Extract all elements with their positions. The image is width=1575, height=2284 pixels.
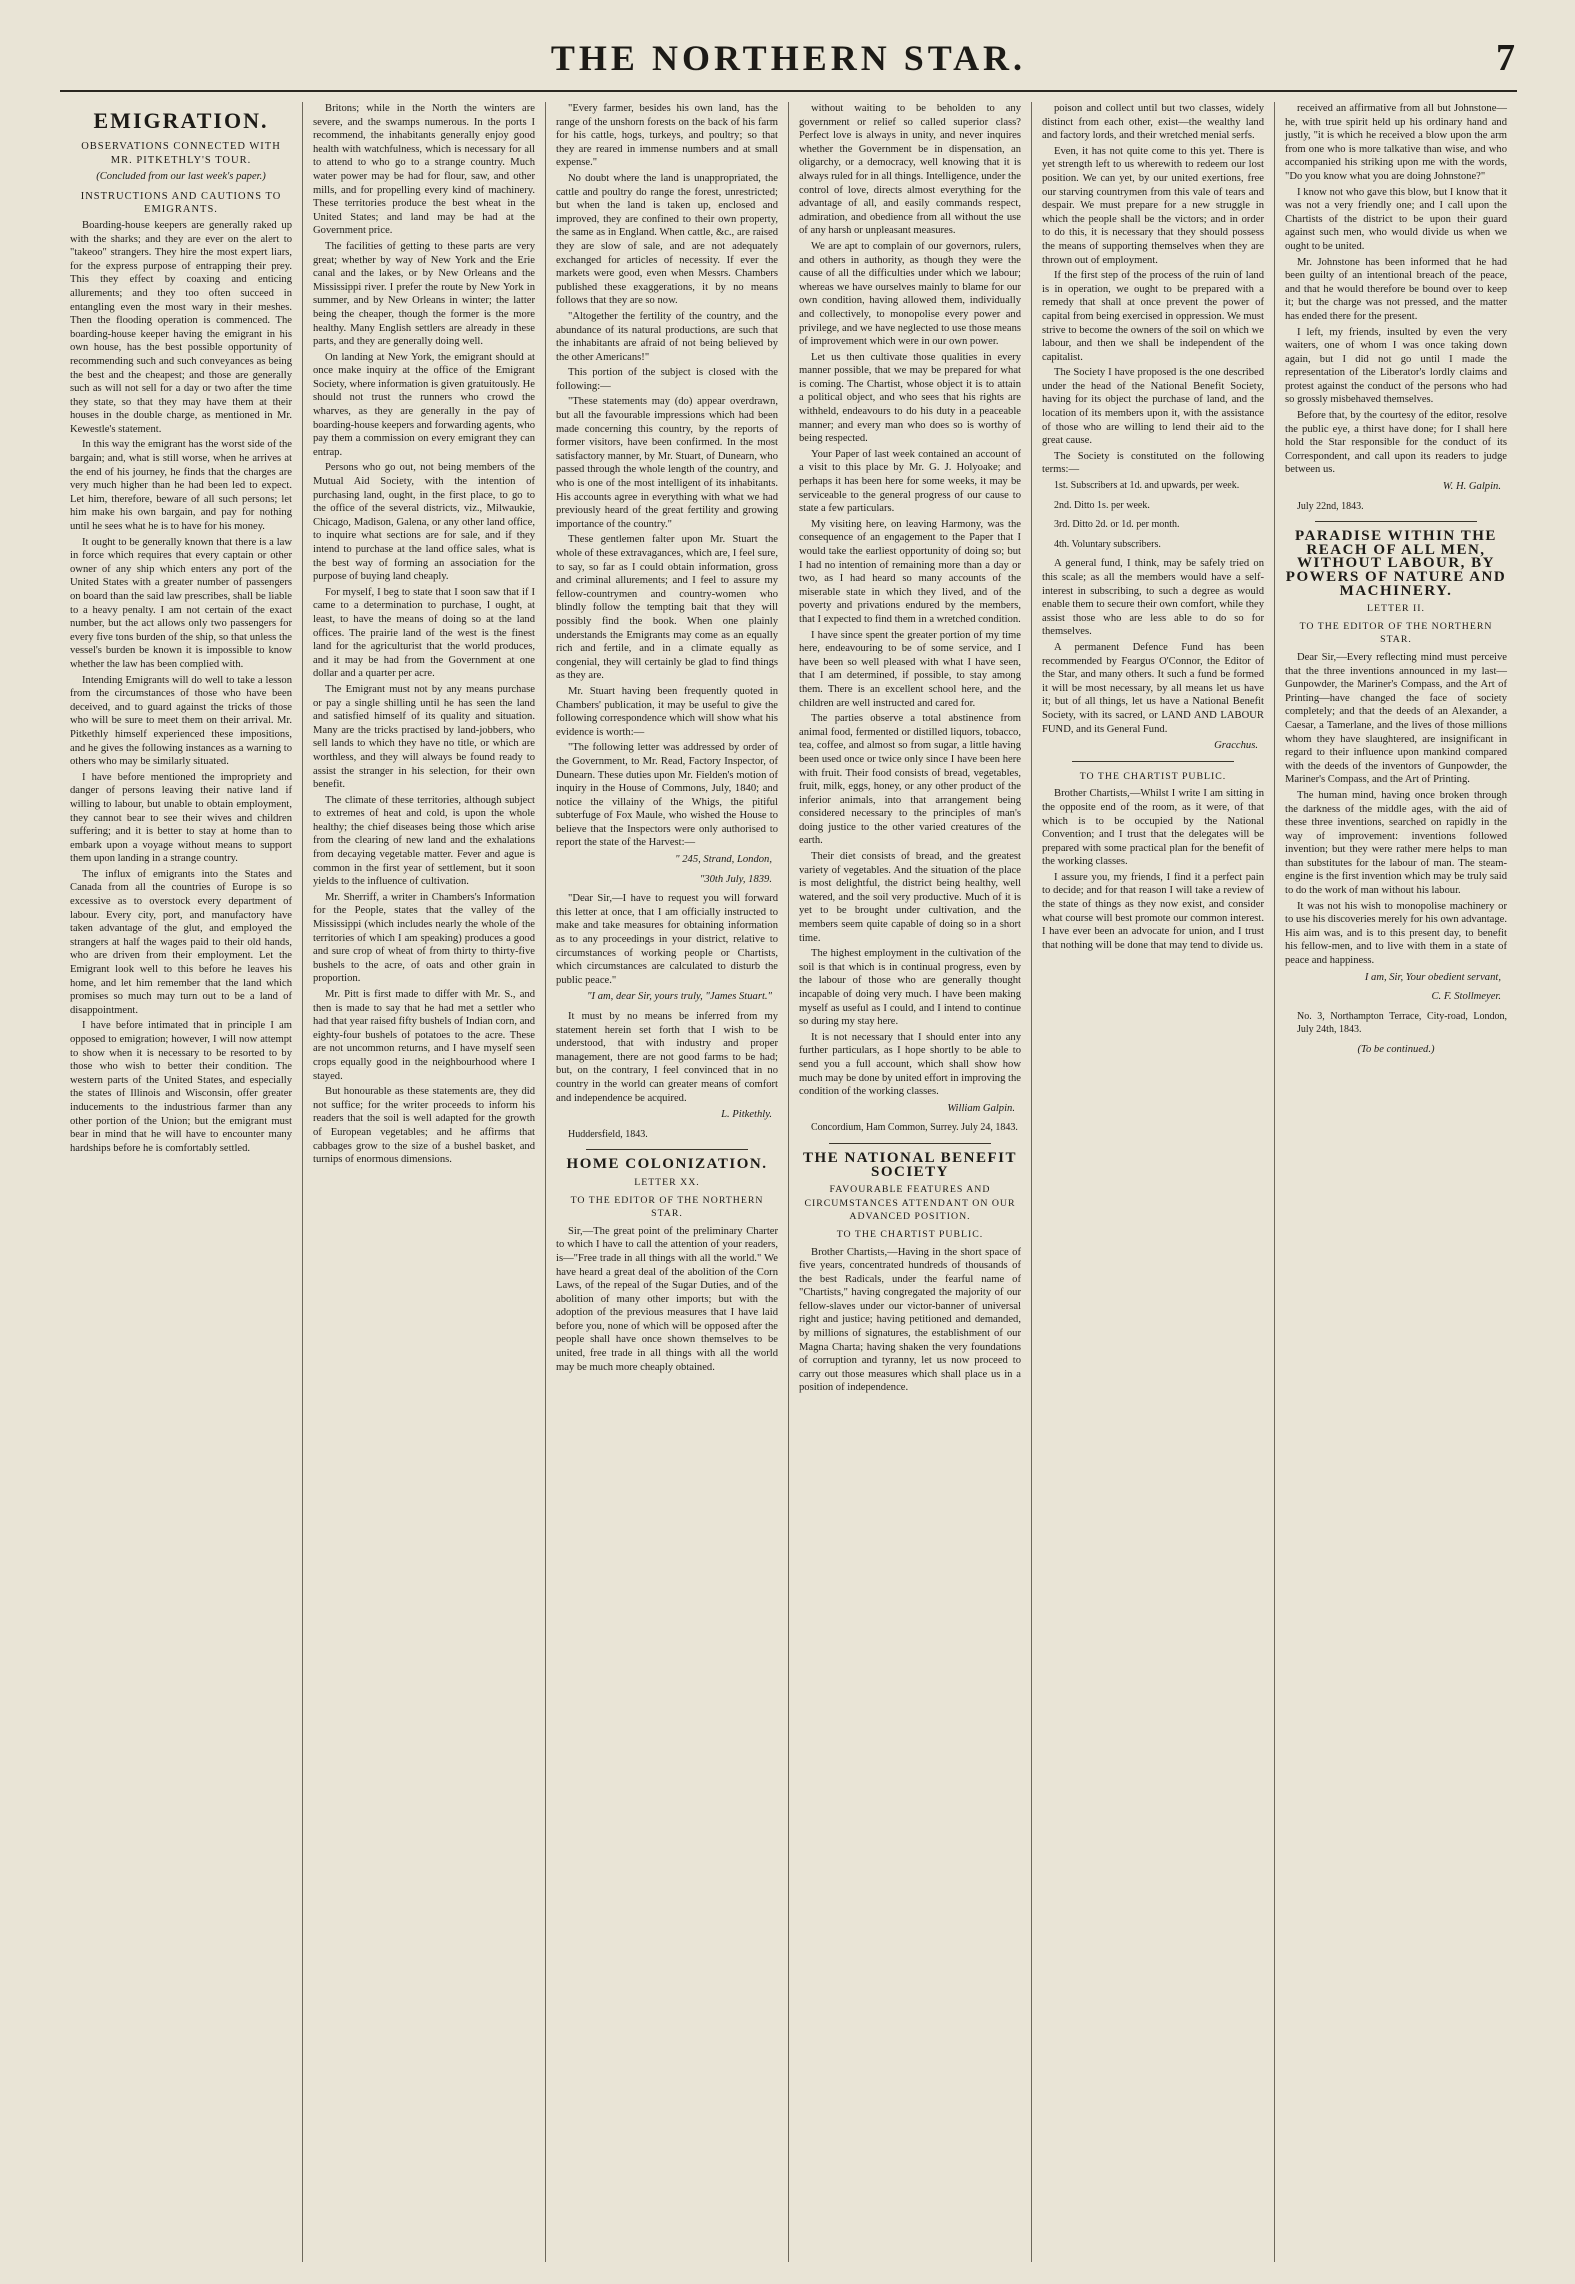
closing: I am, Sir, Your obedient servant,: [1364, 971, 1501, 983]
letter-signoff: "I am, dear Sir, yours truly, "James Stuart.": [587, 991, 772, 1003]
article-columns: [60, 102, 1517, 2262]
column-3: [546, 102, 789, 2262]
paragraph: I have since spent the greater portion of my time here, endeavouring to be of some service, and I have been so well pleased with what I have seen, that I am determined, if possible, to stay among them. There is an excellent school here, and the children are well instructed and cared for.: [799, 629, 1021, 709]
letter-date: July 22nd, 1843.: [1297, 500, 1364, 512]
addressee: TO THE EDITOR OF THE NORTHERN STAR.: [570, 1194, 764, 1220]
paragraph: Before that, by the courtesy of the editor, resolve the public eye, a thirst have done; for I shall here hold the Star responsible for the conduct of its Correspondent, and call upon its readers to judge between us.: [1285, 410, 1507, 476]
place-date: Huddersfield, 1843.: [568, 1128, 648, 1140]
paragraph: Mr. Sherriff, a writer in Chambers's Information for the People, states that the valley of the Mississippi (which includes nearly the whole of the territories of which I am speaking) produces a good and sure crop of wheat of from thirty to thirty-five bushels to the acre, of oats and other grain in proportion.: [313, 891, 535, 985]
paragraph: Britons; while in the North the winters are severe, and the swamps numerous. In the ports I recommend, the inhabitants generally enjoy good health with watchfulness, which is necessary for all to attend to who go to a strange country. Much water power may be had for flour, saw, and other mills, and for propelling every kind of machinery. These territories produce the best wheat in the United States; and land may be had at the Government price.: [313, 103, 535, 237]
paragraph: without waiting to be beholden to any government or relief so called superior class? Perfect love is always in unity, and never inquires whether the Government be in dispensation, an oligarchy, or a democracy, well knowing that it is always ruled for in all things. Intelligence, under the control of love, directs almost everything for the advantage of all, and easily commands respect, admiration, and obedience from all without the use of any harsh or unpleasant measures.: [799, 103, 1021, 237]
column-5: [1032, 102, 1275, 2262]
column-1: [60, 102, 303, 2262]
author-signature: W. H. Galpin.: [1442, 481, 1501, 493]
paragraph: A general fund, I think, may be safely tried on this scale; as all the members would have a self-interest in subscribing, to such a degree as would enable them to secure their own comfort, while they assist those who are less able to do so for themselves.: [1042, 558, 1264, 638]
paragraph: Their diet consists of bread, and the greatest variety of vegetables. And the situation of the place is most delightful, the district being healthy, well watered, and the soil very productive. Much of it is yet to be brought under cultivation, and the members seem quite capable of doing so in a short time.: [799, 851, 1021, 944]
paragraph: It is not necessary that I should enter into any further particulars, as I hope shortly to be able to send you a full account, which shall show how much may be done by united effort in improving the condition of the working classes.: [799, 1031, 1021, 1098]
paragraph: If the first step of the process of the ruin of land is in operation, we ought to be prepared with a remedy that shall at once prevent the power of capital from being exercised in oppression. We must strive to become the owners of the soil on which we labour, and then we shall be independent of the capitalist.: [1042, 270, 1264, 363]
paragraph: In this way the emigrant has the worst side of the bargain; and, what is still worse, when he arrives at the end of his journey, he finds that the charges are very much higher than he had been led to expect. Let him, therefore, beware of all such persons; let him make his own bargain, and pay for nothing until he sees what he is to have for his money.: [70, 439, 292, 533]
list-item: 4th. Voluntary subscribers.: [1054, 538, 1161, 550]
continued-note: (Concluded from our last week's paper.): [96, 171, 266, 183]
paragraph: The Society is constituted on the following terms:—: [1042, 450, 1264, 476]
paragraph: I have before intimated that in principle I am opposed to emigration; however, I will now attempt to show when it is necessary to be resorted to by those who wish to better their condition. The western parts of the United States, and especially the states of Illinois and Wisconsin, offer greater inducements to the industrious farmer than any other portion of the Union; but the emigrant must bear in mind that he will have to encounter many hardships before he is comfortably settled.: [70, 1020, 292, 1154]
paragraph: Mr. Stuart having been frequently quoted in Chambers' publication, it may be useful to give the following correspondence which will show what his evidence is worth:—: [556, 685, 778, 738]
paragraph: Sir,—The great point of the preliminary Charter to which I have to call the attention of your readers, is—"Free trade in all things with all the world." We have heard a great deal of the abolition of the Corn Laws, of the repeal of the Sugar Duties, and of the abolition of many other imports; but with the adoption of the previous measures that I have laid before you, none of which will be opposed after the people shall have once shown themselves to be united, free trade in all things with all the world may be much more cheaply obtained.: [556, 1225, 778, 1373]
paragraph: My visiting here, on leaving Harmony, was the consequence of an engagement to the Paper that I would take the earliest opportunity of doing so; but I had no intention of remaining more than a day or two, as I had heard so many accounts of the miserable state in which they lived, and of the poverty and privations endured by the members, that I expected to find them in a wretched condition.: [799, 518, 1021, 625]
divider: [1072, 761, 1234, 762]
addressee: TO THE CHARTIST PUBLIC.: [836, 1228, 984, 1240]
paragraph: Your Paper of last week contained an account of a visit to this place by Mr. G. J. Holyoake; and perhaps it has been here for some weeks, it may be serviceable to the general progress of our cause to state a few particulars.: [799, 448, 1021, 515]
paragraph: No doubt where the land is unappropriated, the cattle and poultry do range the forest, unrestricted; but when the land is taken up, enclosed and improved, they are confined to their own property, the same as in England. When cattle, &c., are raised they are slow of sale, and are not adequately exchanged for articles of necessity. If ever the markets were good, even when Messrs. Chambers published these exaggerations, it by no means follows that they are so now.: [556, 172, 778, 307]
author-signature: Gracchus.: [1214, 740, 1258, 752]
paragraph: The climate of these territories, although subject to extremes of heat and cold, is upon the whole healthy; the chief diseases being those which arise from the clearing of new land and the exhalations from decaying vegetable matter. Fever and ague is common in the first year of settlement, but it soon yields to the influence of cultivation.: [313, 794, 535, 888]
paragraph: It was not his wish to monopolise machinery or to use his discoveries merely for his own advantage. His aim was, and is to this present day, to benefit his fellow-men, and to live with them in a state of peace and happiness.: [1285, 900, 1507, 967]
continued-note: (To be continued.): [1357, 1044, 1435, 1055]
paragraph: Brother Chartists,—Having in the short space of five years, concentrated hundreds of thousands of the best Radicals, under the fearful name of "Chartists," having congregated the majority of our fellow-slaves under our victor-banner of universal right and justice; having petitioned and demanded, by millions of signatures, the establishment of our Magna Charta; having shaken the very foundations of corruption and tyranny, let us now proceed to carry out those measures which shall place us in a position of independence.: [799, 1246, 1021, 1394]
section-title: THE NATIONAL BENEFIT SOCIETY: [803, 1149, 1017, 1180]
paragraph: "Every farmer, besides his own land, has the range of the unshorn forests on the back of his farm for his cattle, hogs, turkeys, and poultry; so that they are reared in immense numbers and at small expense.": [556, 103, 778, 169]
letter-address: " 245, Strand, London,: [675, 854, 772, 866]
article-subhead: OBSERVATIONS CONNECTED WITH MR. PITKETHLY'S TOUR.: [81, 141, 281, 166]
masthead: [60, 30, 1517, 92]
letter-date: "30th July, 1839.: [699, 873, 772, 885]
paragraph: Mr. Johnstone has been informed that he had been guilty of an intentional breach of the peace, and that he would therefore be bound over to keep it; but the charge was not pressed, and the matter has ended there for the present.: [1285, 256, 1507, 322]
author-signature: C. F. Stollmeyer.: [1431, 991, 1501, 1003]
column-2: [303, 102, 546, 2262]
emigration-headline: EMIGRATION.: [93, 108, 269, 133]
list-item: 1st. Subscribers at 1d. and upwards, per week.: [1054, 480, 1240, 492]
paragraph: I left, my friends, insulted by even the very waiters, one of whom I was once taking down again, but I did not go until I made the representation of the Liberator's lordly claims and protest against the conduct of the persons who had so grossly misbehaved themselves.: [1285, 326, 1507, 406]
column-6: [1275, 102, 1517, 2262]
addressee: TO THE EDITOR OF THE NORTHERN STAR.: [1299, 620, 1493, 646]
paragraph: It must by no means be inferred from my statement herein set forth that I wish to be understood, that with industry and proper management, there are not good farms to be had; but, on the contrary, I feel convinced that in no country in the world can greater means of comfort and independence be acquired.: [556, 1011, 778, 1104]
paragraph: Persons who go out, not being members of the Mutual Aid Society, with the intention of purchasing land, ought, in the first place, to go to the office of the several districts, viz., Milwaukie, Chicago, Madison, Galena, or any other land office, to inquire what sections are for sale, and if they intend to purchase at the land office sales, what is the best way of forming an association for the purpose of buying land cheaply.: [313, 462, 535, 583]
letter-number: LETTER XX.: [634, 1176, 700, 1188]
paragraph: The human mind, having once broken through the darkness of the middle ages, with the aid of these three inventions, searched on rapidly in the way of improvement: inventions followed invention; but they were rather mere helps to man than substitutes for the labour of man. The steam-engine is the first invention which may be truly said to do the work of man without his labour.: [1285, 789, 1507, 897]
paragraph: "Dear Sir,—I have to request you will forward this letter at once, that I am officially instructed to make and take measures for obtaining information as to any proceedings in your district, relative to circumstances of working people or Chartists, which circumstances are calculated to disturb the public peace.": [556, 893, 778, 986]
paragraph: It ought to be generally known that there is a law in force which requires that every captain or other owner of any ship which enters any port of the United States with a greater number of passengers on board than the said law prescribes, shall be liable to a heavy penalty. I am not certain of the exact number, but the act allows only two passengers for every five tons burden of the ship, so that unless the vessel's burden be known it is impossible to know whether the law has been complied with.: [70, 536, 292, 670]
paragraph: These gentlemen falter upon Mr. Stuart the whole of these extravagances, which are, I feel sure, to say, so far as I could obtain information, gross and criminal allurements; and I feel to assure my fellow-countrymen and country-women who blindly follow the tempting bait that they will possibly find the book. When one plainly understands the Emigrants may come as an equally rich and fertile, and in a climate equally as congenial, they will certainly be glad to find things as they are.: [556, 534, 778, 682]
divider: [586, 1149, 748, 1150]
paragraph: Boarding-house keepers are generally raked up with the sharks; and they are ever on the alert to "takeoo" strangers. They hire the most expert liars, for the express purpose of entrapping their prey. This they effect by coaxing and enticing allurements; and they too often succeed in entangling even the most wary in their meshes. Then the flooding operation is commenced. The boarding-house keeper having the emigrant in his own house, has the best possible opportunity of recommending such and such conveyances as being the best and the cheapest; and those are generally such as will not sell for a day or two after the time they state, so that they may have them at their houses in the double charge, as mentioned in Mr. Kewestle's statement.: [70, 219, 292, 435]
paragraph: Intending Emigrants will do well to take a lesson from the circumstances of those who have been deceived, and to guard against the tricks of those who will be sure to meet them on their arrival. Mr. Pitkethly himself experienced these impositions, and he gives the following instances as a warning to others who may be similarly situated.: [70, 674, 292, 768]
paragraph: "The following letter was addressed by order of the Government, to Mr. Read, Factory Inspector, of Dunearn. These duties upon Mr. Fielden's motion of inquiry in the House of Commons, July, 1840; and notice the villainy of the Whigs, the pitiful subterfuge of Fox Maule, who wished the House to believe that the Inspectors were only authorised to report the state of the Harvest:—: [556, 742, 778, 849]
paragraph: I have before mentioned the impropriety and danger of persons leaving their native land if willing to labour, but unable to obtain employment, they cannot bear to see their wives and children suffering; and it is better to stay at home than to embark upon a voyage without means to support them upon landing in a strange country.: [70, 771, 292, 865]
paragraph: Even, it has not quite come to this yet. There is yet strength left to us wherewith to redeem our lost position. We can yet, by our united exertions, free our starving countrymen from this vale of tears and despair. We must prepare for a new struggle in which the people shall be the victors; and in order to do this, it is necessary that they should possess the means of supporting themselves when they are thrown out of employment.: [1042, 145, 1264, 266]
page-number: 7: [1496, 37, 1515, 79]
place-date: Concordium, Ham Common, Surrey. July 24, 1843.: [811, 1122, 1018, 1134]
paragraph: A permanent Defence Fund has been recommended by Feargus O'Connor, the Editor of the Star, and many others. It such a fund be formed it will be most necessary, by all means let us have it; but of all things, let us have a National Benefit Society, with its sacred, or LAND AND LABOUR FUND, and its General Fund.: [1042, 641, 1264, 735]
paragraph: This portion of the subject is closed with the following:—: [556, 367, 778, 392]
paragraph: Let us then cultivate those qualities in every manner possible, that we may be prepared for what is coming. The Chartist, whose object it is to attain a political object, and who sees that his rights are withheld, endeavours to do his duty in a peaceable manner; and every man who does so is worthy of being respected.: [799, 351, 1021, 445]
paragraph: poison and collect until but two classes, widely distinct from each other, exist—the wealthy land and factory lords, and their wretched menial serfs.: [1042, 103, 1264, 142]
paragraph: Brother Chartists,—Whilst I write I am sitting in the opposite end of the room, as it were, of that which is to be occupied by the National Convention; and I trust that the delegates will be prepared with some practical plan for the benefit of the working classes.: [1042, 788, 1264, 868]
column-4: [789, 102, 1032, 2262]
author-address: No. 3, Northampton Terrace, City-road, London, July 24th, 1843.: [1297, 1010, 1507, 1036]
paragraph: I assure you, my friends, I find it a perfect pain to decide; and for that reason I will take a review of the state of things as they now exist, and consider what course will best promote our common interest. I have ever been an advocate for union, and I trust that nothing will be done that may tend to divide us.: [1042, 871, 1264, 951]
author-signature: L. Pitkethly.: [721, 1109, 772, 1121]
divider: [1315, 521, 1477, 522]
section-title: PARADISE WITHIN THE REACH OF ALL MEN, WITHOUT LABOUR, BY POWERS OF NATURE AND MACHINERY.: [1285, 528, 1507, 599]
paragraph: "Altogether the fertility of the country, and the abundance of its natural productions, are such that the inhabitants are afraid of not being believed by the other Americans!": [556, 310, 778, 363]
paragraph: The influx of emigrants into the States and Canada from all the countries of Europe is so excessive as to overstock every department of labour. Every city, port, and manufactory have taken advantage of the glut, and employed the strangers at half the wages paid to their old hands, who are driven from their employment. Let the Emigrant look well to this before he leaves his home, and let him remember that the land which promises so much may turn out to be a land of disappointment.: [70, 868, 292, 1016]
newspaper-title: THE NORTHERN STAR.: [550, 38, 1027, 78]
section-title: HOME COLONIZATION.: [566, 1156, 768, 1173]
paragraph: We are apt to complain of our governors, rulers, and others in authority, as though they were the cause of all the difficulties under which we labour; whereas we have ourselves mainly to blame for our own condition, having allowed them, individually and collectively, to monopolise every power and privilege, and we have neglected to use those means of improvement which were in our own power.: [799, 240, 1021, 348]
paragraph: On landing at New York, the emigrant should at once make inquiry at the office of the Emigrant Society, where information is given gratuitously. He should not trust the runners who crowd the wharves, as they are generally in the pay of boarding-house keepers and forwarding agents, who pay them a commission on every emigrant they can entrap.: [313, 351, 535, 458]
paragraph: The facilities of getting to these parts are very great; whether by way of New York and the Erie canal and the lakes, or by New Orleans and the Mississippi river. I prefer the route by New York in summer, and by New Orleans in winter; the latter being the cheaper, though the former is the more healthy. Many English settlers are already in these parts, and they are generally doing well.: [313, 240, 535, 348]
author-signature: William Galpin.: [947, 1102, 1015, 1114]
paragraph: The Society I have proposed is the one described under the head of the National Benefit Society, having for its object the purchase of land, and the location of its members upon it, with the assistance of those who are willing to lend their aid to the great cause.: [1042, 367, 1264, 447]
paragraph: "These statements may (do) appear overdrawn, but all the favourable impressions which had been made concerning this country, by the reports of former visitors, have been confirmed. In the most satisfactory manner, by Mr. Stuart, of Dunearn, who passed through the whole length of the country, and who is one of the most intelligent of its inhabitants. His accounts agree in everything with what we had previously heard of the great fertility and growing importance of the country.": [556, 396, 778, 530]
divider: [829, 1143, 991, 1144]
paragraph: But honourable as these statements are, they did not suffice; for the writer proceeds to inform his readers that the soil is well adapted for the growth of European vegetables; and he affirms that cabbages grow to the size of a bushel basket, and turnips of enormous dimensions.: [313, 1086, 535, 1166]
paragraph: The highest employment in the cultivation of the soil is that which is in continual progress, even by the labour of those who are generally thought incapable of doing very much. I have been making myself as useful as I could, and I intend to continue so during my stay here.: [799, 948, 1021, 1028]
paragraph: For myself, I beg to state that I soon saw that if I came to a determination to purchase, I ought, at least, to have the means of doing so at the land offices. The prairie land of the west is the finest land for the agriculturist that the world produces, and it may be had from the Government at one dollar and a quarter per acre.: [313, 586, 535, 680]
paragraph: I know not who gave this blow, but I know that it was not a very friendly one; and I call upon the Chartists of the district to be upon their guard against such men, who would divide us when we ought to be united.: [1285, 186, 1507, 252]
section-subtitle: FAVOURABLE FEATURES AND CIRCUMSTANCES ATTENDANT ON OUR ADVANCED POSITION.: [804, 1184, 1016, 1223]
paragraph: The Emigrant must not by any means purchase or pay a single shilling until he has seen the land and satisfied himself of its quality and situation. Many are the tricks practised by land-jobbers, who sell lands to which they have no title, or which are worthless, and they will always be found ready to assist the stranger in his selection, for their own benefit.: [313, 683, 535, 791]
section-subhead: INSTRUCTIONS AND CAUTIONS TO EMIGRANTS.: [80, 190, 282, 216]
list-item: 3rd. Ditto 2d. or 1d. per month.: [1054, 519, 1180, 531]
paragraph: received an affirmative from all but Johnstone—he, with true spirit held up his ordinary hand and justly, "it is which he received a blow upon the arm from one who is more talkative than wise, and who accompanied his striking upon me with the words, "Do you know what you are doing Johnstone?": [1285, 103, 1507, 182]
letter-number: LETTER II.: [1367, 603, 1425, 615]
addressee: TO THE CHARTIST PUBLIC.: [1079, 770, 1227, 782]
list-item: 2nd. Ditto 1s. per week.: [1054, 499, 1150, 511]
paragraph: Mr. Pitt is first made to differ with Mr. S., and then is made to say that he had met a settler who had that year raised fifty bushels of Indian corn, and eighty-four bushels of potatoes to the acre. These are not uncommon returns, and I have myself seen crops equally good in the neighbourhood where I stayed.: [313, 989, 535, 1082]
paragraph: Dear Sir,—Every reflecting mind must perceive that the three inventions announced in my last—Gunpowder, the Mariner's Compass, and the Art of Printing—have changed the face of society completely; and that the deeds of an Alexander, a Caesar, a Tamerlane, and the lives of those millions whom they have slaughtered, are insignificant in regard to their influence upon mankind compared with the deeds of the inventors of Gunpowder, the Mariner's Compass, and the Art of Printing.: [1285, 651, 1507, 786]
paragraph: The parties observe a total abstinence from animal food, fermented or distilled liquors, tobacco, tea, coffee, and almost so from sugar, a little having been used once or twice only since I have been here with fruit. Their food consists of bread, vegetables, fruit, milk, eggs, honey, or any other product of the inferior animals, into that arrangement being considered necessary to the principles of man's doing justice to the other varied creatures of the earth.: [799, 713, 1021, 847]
